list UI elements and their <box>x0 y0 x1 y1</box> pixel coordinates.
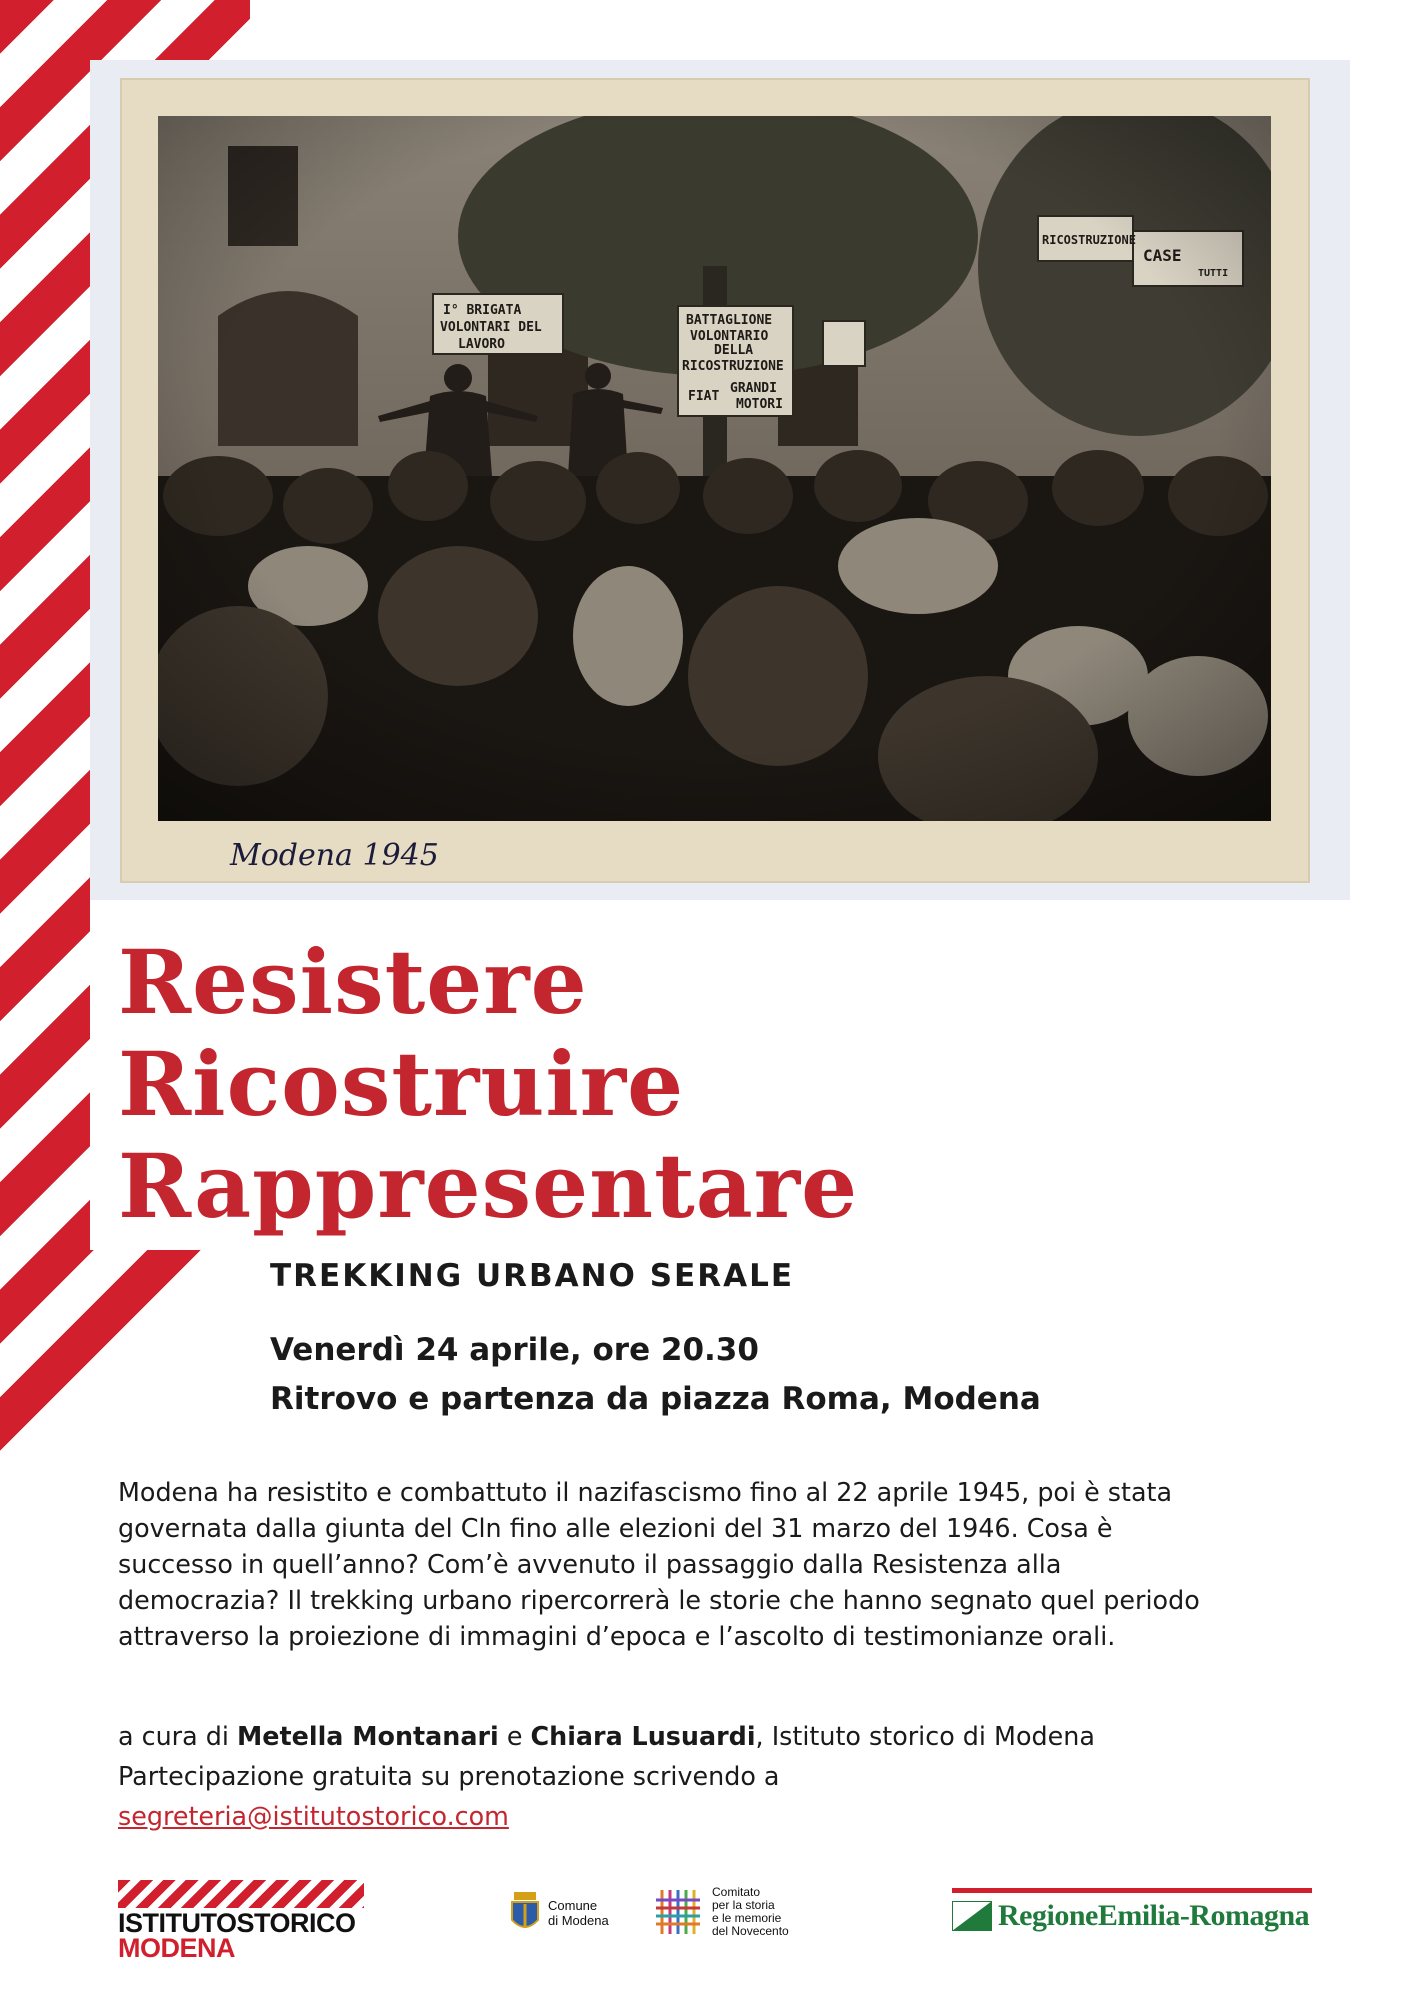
description-line: democrazia? Il trekking urbano ripercorrerà le storie che hanno segnato quel periodo <box>118 1585 1200 1615</box>
title-line-2: Ricostruire <box>118 1032 685 1136</box>
description-line: governata dalla giunta del Cln fino alle elezioni del 31 marzo del 1946. Cosa è <box>118 1513 1113 1543</box>
author-name: Chiara Lusuardi <box>530 1721 756 1751</box>
stripe-cut-triangle <box>0 1240 250 1470</box>
comitato-grid-icon <box>652 1886 704 1938</box>
coat-of-arms-icon <box>508 1890 542 1936</box>
logo-stripe-bar <box>118 1880 364 1908</box>
logo-text: e le memorie <box>712 1911 782 1925</box>
credits-prefix: a cura di <box>118 1721 229 1751</box>
credits-line <box>118 1716 1095 1756</box>
credits-conjunction: e <box>506 1721 523 1751</box>
historical-photo <box>158 116 1271 821</box>
regione-red-bar <box>952 1888 1312 1893</box>
subtitle: TREKKING URBANO SERALE <box>270 1258 795 1294</box>
description <box>118 1474 1368 1654</box>
logo-text: di Modena <box>548 1913 609 1928</box>
comitato-logo <box>652 1886 789 1938</box>
vintage-postcard <box>120 78 1310 883</box>
credits <box>118 1716 1095 1836</box>
title-line-1: Resistere <box>118 930 588 1034</box>
crowd-scene <box>158 116 1271 821</box>
comune-modena-logo <box>508 1890 609 1936</box>
author-name: Metella Montanari <box>237 1721 499 1751</box>
event-place: Ritrovo e partenza da piazza Roma, Modena <box>270 1381 1041 1417</box>
regione-name: RegioneEmilia-Romagna <box>998 1899 1310 1932</box>
logo-text: Comitato <box>712 1885 761 1899</box>
organization-name: , Istituto storico di Modena <box>755 1721 1095 1751</box>
regione-flag-icon <box>952 1901 992 1931</box>
description-line: Modena ha resistito e combattuto il nazifascismo fino al 22 aprile 1945, poi è stata <box>118 1477 1173 1507</box>
regione-emilia-romagna-logo <box>952 1888 1312 1933</box>
logo-text: ISTITUTOSTORICO <box>118 1908 356 1938</box>
participation-info: Partecipazione gratuita su prenotazione scrivendo a <box>118 1761 780 1791</box>
description-line: attraverso la proiezione di immagini d’epoca e l’ascolto di testimonianze orali. <box>118 1621 1116 1651</box>
email-link[interactable]: segreteria@istitutostorico.com <box>118 1801 509 1831</box>
logo-text: MODENA <box>118 1933 235 1963</box>
title-line-3: Rappresentare <box>118 1134 859 1238</box>
logo-text: per la storia <box>712 1898 775 1912</box>
istituto-storico-logo <box>118 1880 364 1963</box>
logo-text: del Novecento <box>712 1924 789 1938</box>
description-line: successo in quell’anno? Com’è avvenuto il passaggio dalla Resistenza alla <box>118 1549 1062 1579</box>
photo-handwritten-caption: Modena 1945 <box>230 838 439 873</box>
event-date-time: Venerdì 24 aprile, ore 20.30 <box>270 1332 759 1368</box>
photo-frame <box>90 60 1350 900</box>
logo-text: Comune <box>548 1898 598 1913</box>
